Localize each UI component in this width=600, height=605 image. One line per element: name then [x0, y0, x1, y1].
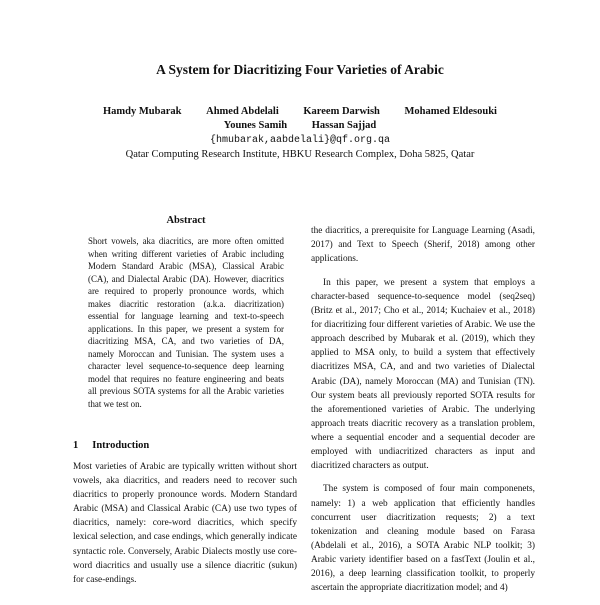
right-paragraph-3: The system is composed of four main componenets, namely: 1) a web application that efficiently handles concurrent user diacritization requests; 2) a text tokenization and cleaning module based on Farasa (Abdelali et al., 2016), a SOTA Arabic NLP toolkit; 3) Arabic variety identifier based on a fastText (Joulin et al., 2016), a deep learning classification toolkit, to properly ascertain the appropriate diacritization model; and 4) [311, 484, 535, 594]
author-name: Mohamed Eldesouki [404, 106, 497, 117]
section-number: 1 [73, 440, 79, 451]
section-heading [73, 440, 149, 451]
section-title: Introduction [92, 440, 150, 451]
author-list [0, 105, 600, 133]
intro-paragraph: Most varieties of Arabic are typically written without short vowels, aka diacritics, and readers need to recover such diacritics to properly pronounce words. Modern Standard Arabic (MSA) and Classical Arabic (CA) use two types of diacritics, namely: core-word diacritics, which specify lexical selection, and case endings, which generally indicate syntactic role. Conversely, Arabic Dialects mostly use core-word diacritics and usually use a silence diacritic (sukun) for case-endings. [73, 462, 297, 585]
paper-title: A System for Diacritizing Four Varieties of Arabic [156, 62, 444, 77]
right-paragraph-1: the diacritics, a prerequisite for Language Learning (Asadi, 2017) and Text to Speech (Sherif, 2018) among other applications. [311, 226, 535, 265]
author-row-1 [0, 105, 600, 119]
author-name: Ahmed Abdelali [206, 106, 279, 117]
author-row-2 [0, 119, 600, 133]
abstract-text: Short vowels, aka diacritics, are more often omitted when writing different varieties of Arabic including Modern Standard Arabic (MSA), Classical Arabic (CA), and Dialectal Arabic (DA). However, diacritics are required to properly pronounce words, which makes diacritic restoration (a.k.a. diacritization) essential for language learning and text-to-speech applications. In this paper, we present a system for diacritizing MSA, CA, and two varieties of DA, namely Moroccan and Tunisian. The system uses a character level sequence-to-sequence deep learning model that requires no feature engineering and beats all previous SOTA systems for all the Arabic varieties that we test on. [88, 236, 284, 409]
author-name: Kareem Darwish [303, 106, 380, 117]
author-email: {hmubarak,aabdelali}@qf.org.qa [209, 135, 391, 146]
abstract-heading: Abstract [166, 215, 206, 226]
affiliation: Qatar Computing Research Institute, HBKU Research Complex, Doha 5825, Qatar [125, 149, 475, 160]
right-column [311, 215, 535, 605]
author-name: Hassan Sajjad [311, 120, 377, 131]
right-paragraph-2: In this paper, we present a system that employs a character-based sequence-to-sequence model (seq2seq) (Britz et al., 2017; Cho et al., 2014; Kuchaiev et al., 2018) for diacritizing four different varieties of Arabic. We use the approach described by Mubarak et al. (2019), which they applied to MSA only, to build a system that effectively diacritizes MSA, CA, and and two varieties of Dialectal Arabic (DA), namely Moroccan (MA) and Tunisian (TN). Our system beats all previously reported SOTA results for the aforementioned varieties of Arabic. The underlying approach treats diacritic recovery as a translation problem, where a sequential encoder and a sequential decoder are employed with undiacritized characters as input and diacritized characters as output. [311, 277, 535, 472]
author-name: Hamdy Mubarak [103, 106, 182, 117]
author-name: Younes Samih [223, 120, 288, 131]
